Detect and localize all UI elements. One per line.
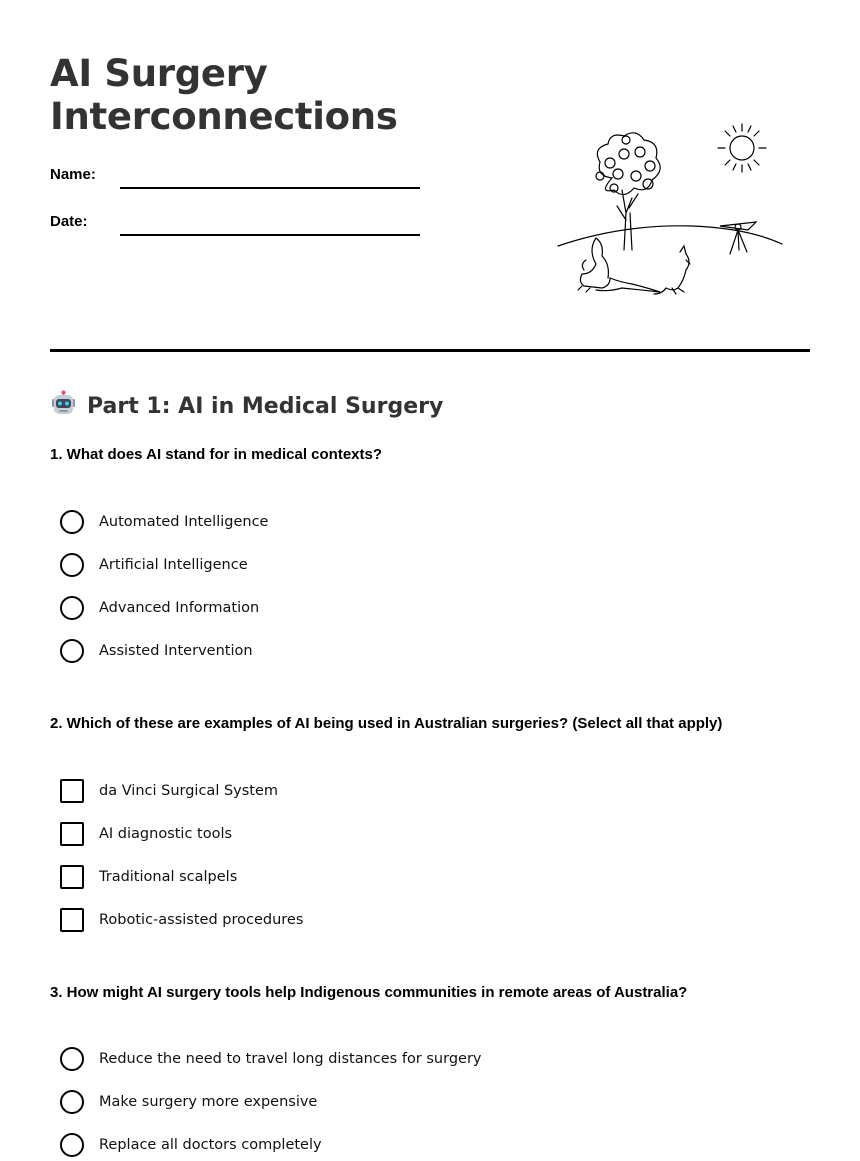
robot-icon [50,390,77,423]
radio-button[interactable] [60,1090,84,1114]
q1-option-4[interactable] [60,638,253,664]
telescope-icon [720,222,756,254]
name-field[interactable] [120,187,420,189]
outback-illustration [552,118,787,298]
option-label: Traditional scalpels [99,869,238,885]
option-label: da Vinci Surgical System [99,783,279,799]
q2-option-3[interactable] [60,864,237,890]
title-line-1: AI Surgery [50,52,268,95]
radio-button[interactable] [60,639,84,663]
q3-option-1[interactable] [60,1046,482,1072]
part-1-title [50,390,443,423]
q1-option-2[interactable] [60,552,248,578]
option-label: Assisted Intervention [99,643,253,659]
tree-icon [596,133,660,250]
radio-button[interactable] [60,553,84,577]
question-3-text: 3. How might AI surgery tools help Indigenous communities in remote areas of Australia? [50,984,688,1001]
sun-icon [718,124,766,172]
checkbox[interactable] [60,865,84,889]
q1-option-3[interactable] [60,595,259,621]
q2-option-4[interactable] [60,907,303,933]
date-field[interactable] [120,234,420,236]
name-label: Name: [50,166,96,183]
small-kangaroo-icon [654,246,690,294]
option-label: Artificial Intelligence [99,557,248,573]
part-1-title-text: Part 1: AI in Medical Surgery [87,394,444,419]
option-label: Robotic-assisted procedures [99,912,304,928]
option-label: Automated Intelligence [99,514,269,530]
option-label: Advanced Information [99,600,260,616]
radio-button[interactable] [60,1047,84,1071]
section-divider [50,349,810,352]
option-label: Reduce the need to travel long distances for surgery [99,1051,482,1067]
option-label: Replace all doctors completely [99,1137,322,1153]
option-label: Make surgery more expensive [99,1094,318,1110]
kangaroo-icon [578,238,660,292]
checkbox[interactable] [60,908,84,932]
q2-option-1[interactable] [60,778,278,804]
date-label: Date: [50,213,88,230]
question-1-text: 1. What does AI stand for in medical contexts? [50,446,382,463]
worksheet-title [50,52,398,138]
checkbox[interactable] [60,822,84,846]
q2-option-2[interactable] [60,821,232,847]
question-2-text: 2. Which of these are examples of AI being used in Australian surgeries? (Select all that apply) [50,715,723,732]
radio-button[interactable] [60,1133,84,1157]
option-label: AI diagnostic tools [99,826,233,842]
q3-option-2[interactable] [60,1089,317,1115]
radio-button[interactable] [60,596,84,620]
radio-button[interactable] [60,510,84,534]
checkbox[interactable] [60,779,84,803]
q3-option-3[interactable] [60,1132,322,1158]
title-line-2: Interconnections [50,95,398,138]
q1-option-1[interactable] [60,509,268,535]
